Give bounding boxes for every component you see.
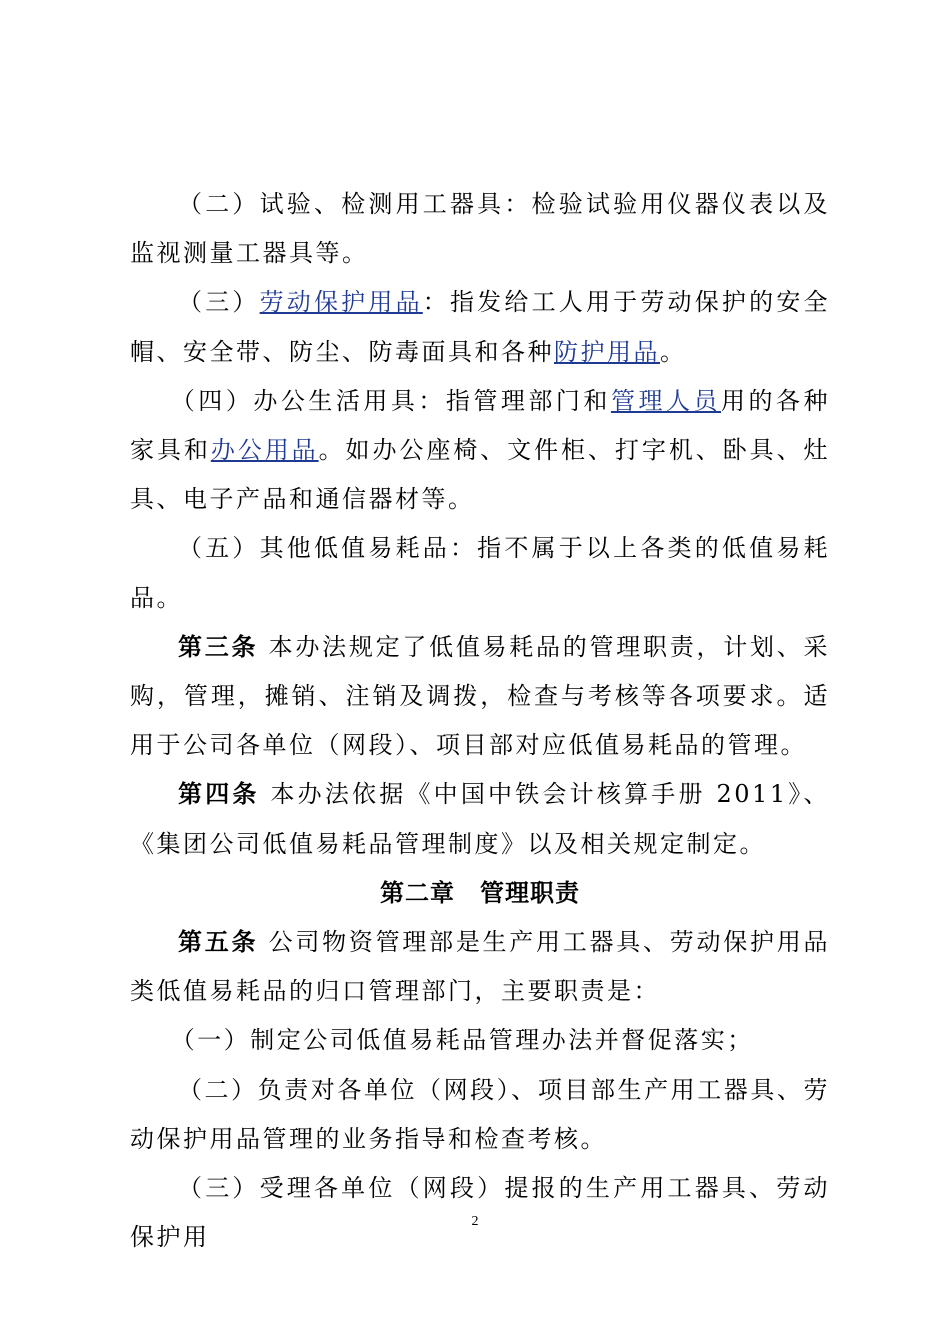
duty-item-2 (130, 1066, 830, 1164)
paragraph-item-2 (130, 180, 830, 278)
article-4 (130, 770, 830, 868)
body-text (130, 180, 830, 1262)
paragraph-text: （一）制定公司低值易耗品管理办法并督促落实； (170, 1026, 754, 1055)
link-labor-protection-supplies[interactable]: 劳动保护用品 (259, 288, 423, 317)
article-5 (130, 918, 830, 1016)
paragraph-text: （二）负责对各单位（网段）、项目部生产用工器具、劳动保护用品管理的业务指导和检查考核。 (130, 1075, 830, 1153)
article-3 (130, 623, 830, 771)
link-office-supplies[interactable]: 办公用品 (210, 436, 319, 465)
paragraph-text: （二）试验、检测用工器具：检验试验用仪器仪表以及监视测量工器具等。 (130, 190, 830, 268)
paragraph-text: （三）受理各单位（网段）提报的生产用工器具、劳动保护用 (130, 1174, 830, 1252)
duty-item-1 (130, 1016, 830, 1065)
paragraph-text: ：指发给工人用于劳动保护的安全帽、安全带、防尘、防毒面具和各种 (130, 288, 831, 366)
paragraph-text: 。 (660, 337, 687, 366)
page-number: 2 (471, 1214, 479, 1229)
article-text: 本办法依据《中国中铁会计核算手册 2011》、《集团公司低值易耗品管理制度》以及相关规定制定。 (130, 780, 830, 858)
paragraph-text: （五）其他低值易耗品：指不属于以上各类的低值易耗品。 (130, 534, 830, 612)
link-management-personnel[interactable]: 管理人员 (610, 386, 721, 415)
article-label: 第五条 (178, 928, 259, 957)
article-text: 公司物资管理部是生产用工器具、劳动保护用品类低值易耗品的归口管理部门，主要职责是： (130, 928, 830, 1006)
chapter-heading: 第二章 管理职责 (380, 878, 580, 907)
paragraph-item-5 (130, 524, 830, 622)
paragraph-text: （四）办公生活用具：指管理部门和 (170, 386, 611, 415)
article-label: 第四条 (178, 780, 260, 809)
paragraph-item-4 (130, 377, 830, 525)
article-text: 本办法规定了低值易耗品的管理职责，计划、采购，管理，摊销、注销及调拨，检查与考核等各项要求。适用于公司各单位（网段）、项目部对应低值易耗品的管理。 (130, 632, 830, 760)
link-protective-supplies[interactable]: 防护用品 (554, 337, 660, 366)
article-label: 第三条 (178, 632, 259, 661)
paragraph-text: （三） (178, 288, 260, 317)
paragraph-text: 。如办公座椅、文件柜、打字机、卧具、灶具、电子产品和通信器材等。 (130, 436, 831, 514)
paragraph-text: 用的各种家具和 (130, 386, 831, 465)
paragraph-item-3 (130, 278, 830, 376)
